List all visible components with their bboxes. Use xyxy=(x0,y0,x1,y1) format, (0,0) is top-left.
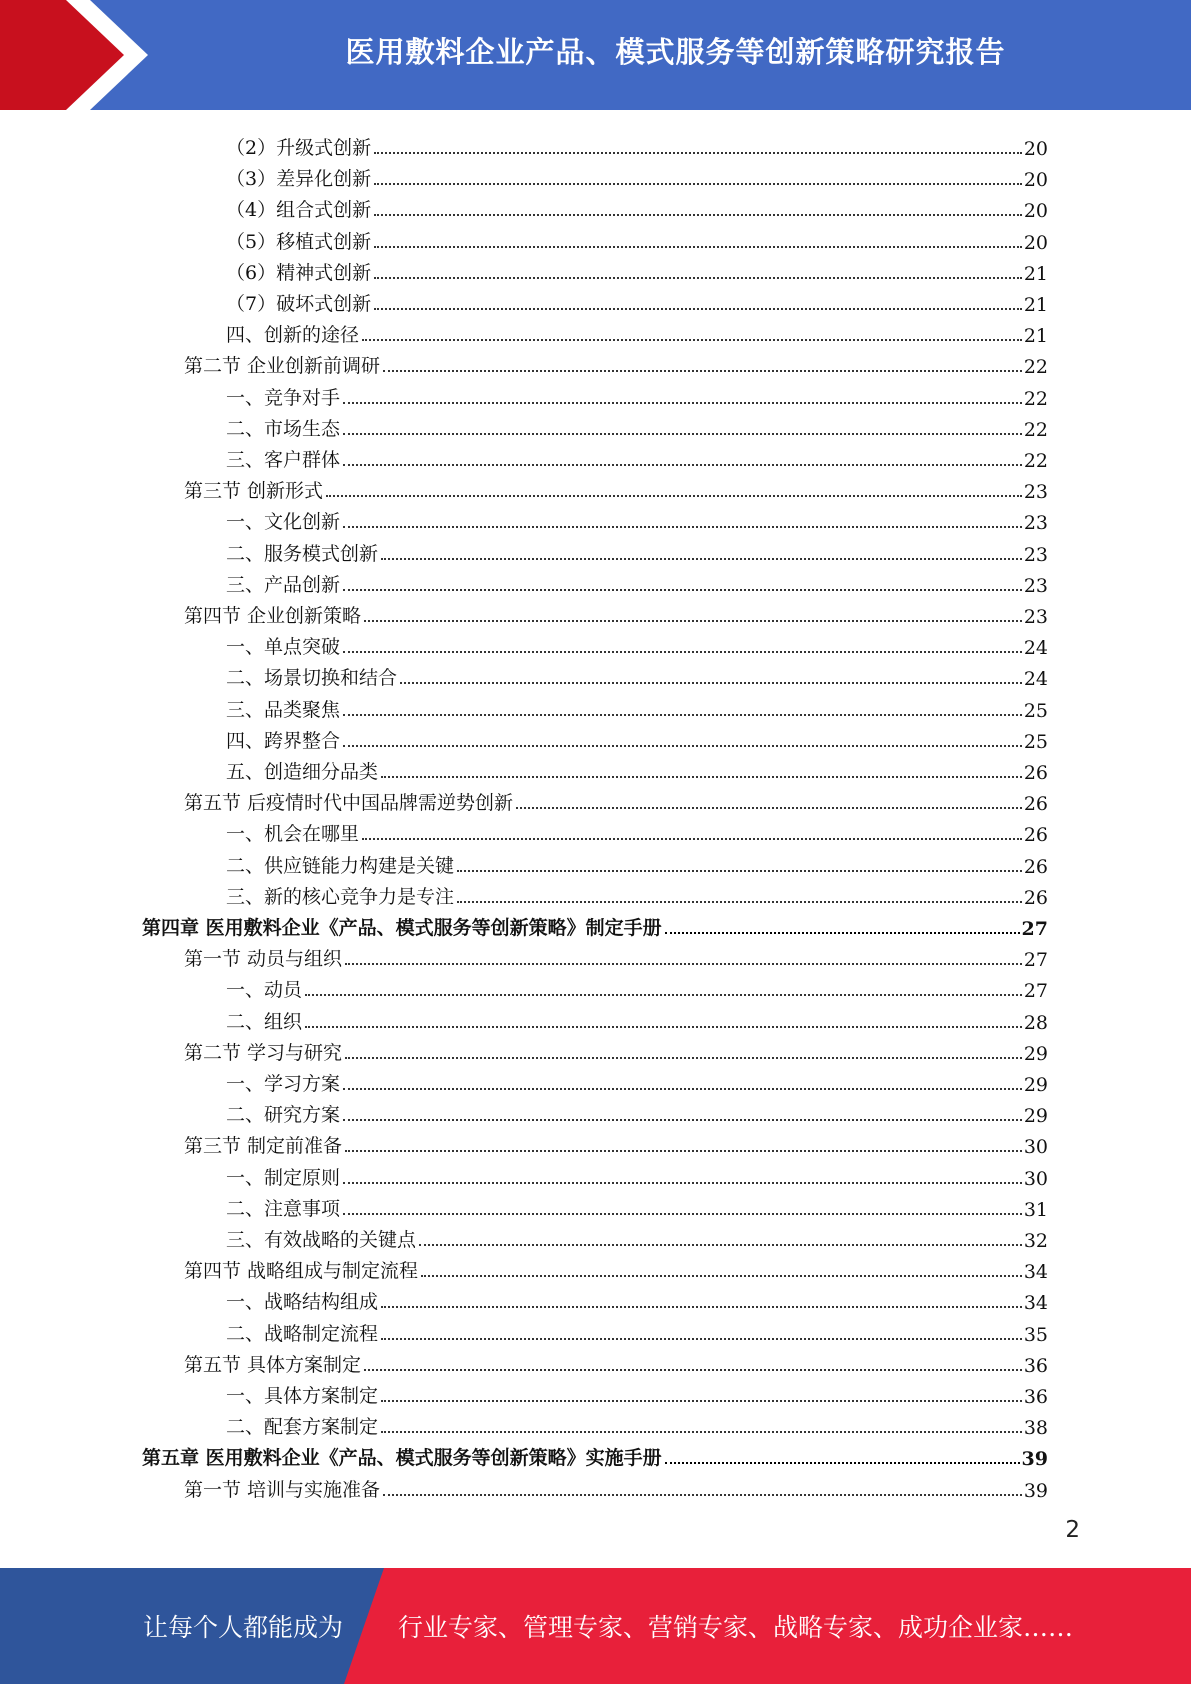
toc-dot-leader xyxy=(381,1400,1022,1402)
toc-entry-label: 一、机会在哪里 xyxy=(226,823,360,846)
toc-entry-label: 一、竞争对手 xyxy=(226,386,341,409)
toc-entry-page: 29 xyxy=(1023,1042,1048,1065)
toc-entry[interactable] xyxy=(226,379,1048,410)
toc-entry-page: 20 xyxy=(1023,138,1048,160)
toc-entry[interactable] xyxy=(226,1159,1048,1190)
toc-entry-label: （7）破坏式创新 xyxy=(226,293,372,315)
toc-dot-leader xyxy=(364,1369,1022,1371)
toc-entry-page: 26 xyxy=(1023,886,1048,909)
toc-entry-label: 一、单点突破 xyxy=(226,636,341,659)
toc-entry[interactable] xyxy=(184,1127,1048,1158)
toc-dot-leader xyxy=(343,745,1022,747)
toc-entry[interactable] xyxy=(226,1221,1048,1252)
toc-entry-label: 五、创造细分品类 xyxy=(226,761,379,783)
toc-entry-label: 第一节 动员与组织 xyxy=(184,948,343,971)
toc-entry-page: 28 xyxy=(1023,1011,1048,1034)
toc-entry[interactable] xyxy=(226,691,1048,722)
toc-entry-label: 四、跨界整合 xyxy=(226,729,341,752)
toc-entry-label: 第四节 企业创新策略 xyxy=(184,605,362,627)
toc-entry-page: 26 xyxy=(1023,824,1048,847)
toc-entry-label: 一、学习方案 xyxy=(226,1073,341,1095)
toc-entry[interactable] xyxy=(226,971,1048,1002)
toc-entry-label: 三、有效战略的关键点 xyxy=(226,1229,417,1251)
toc-entry-page: 21 xyxy=(1023,325,1048,348)
toc-dot-leader xyxy=(457,901,1022,903)
toc-dot-leader xyxy=(381,558,1022,560)
toc-entry-page: 22 xyxy=(1023,387,1048,410)
toc-entry[interactable] xyxy=(184,347,1048,378)
toc-dot-leader xyxy=(457,870,1022,872)
toc-entry-page: 23 xyxy=(1023,574,1048,597)
toc-entry[interactable] xyxy=(226,223,1048,254)
toc-dot-leader xyxy=(400,682,1022,684)
toc-dot-leader xyxy=(364,620,1022,622)
toc-dot-leader xyxy=(374,152,1022,154)
toc-dot-leader xyxy=(362,339,1022,341)
toc-entry-label: （5）移植式创新 xyxy=(226,230,372,253)
toc-entry-page: 25 xyxy=(1023,699,1048,722)
toc-entry[interactable] xyxy=(226,441,1048,472)
toc-entry-label: （2）升级式创新 xyxy=(226,137,372,159)
toc-dot-leader xyxy=(374,214,1022,216)
toc-entry-page: 27 xyxy=(1021,918,1048,940)
toc-entry-label: 四、创新的途径 xyxy=(226,324,360,347)
toc-entry-page: 26 xyxy=(1023,793,1048,816)
toc-entry[interactable] xyxy=(184,1471,1048,1502)
toc-entry-label: 二、配套方案制定 xyxy=(226,1416,379,1439)
toc-entry-page: 39 xyxy=(1023,1479,1048,1502)
toc-dot-leader xyxy=(381,1338,1022,1340)
toc-entry[interactable] xyxy=(184,940,1048,971)
toc-dot-leader xyxy=(665,932,1020,934)
toc-entry-label: 第五章 医用敷料企业《产品、模式服务等创新策略》实施手册 xyxy=(142,1447,662,1470)
toc-entry-page: 21 xyxy=(1023,294,1048,316)
toc-dot-leader xyxy=(419,1244,1022,1246)
toc-entry-label: 二、组织 xyxy=(226,1010,303,1033)
toc-entry-page: 29 xyxy=(1023,1074,1048,1096)
toc-dot-leader xyxy=(343,714,1022,716)
toc-dot-leader xyxy=(343,464,1022,466)
toc-dot-leader xyxy=(516,807,1022,809)
toc-entry-page: 38 xyxy=(1023,1417,1048,1440)
page-number: 2 xyxy=(1065,1517,1080,1543)
toc-dot-leader xyxy=(343,1182,1022,1184)
toc-entry[interactable] xyxy=(226,160,1048,191)
toc-entry-label: 第三节 制定前准备 xyxy=(184,1135,343,1158)
toc-entry-label: 二、供应链能力构建是关键 xyxy=(226,854,455,877)
toc-entry[interactable] xyxy=(184,472,1048,503)
toc-entry[interactable] xyxy=(142,909,1048,940)
toc-entry-label: 二、服务模式创新 xyxy=(226,542,379,565)
report-title: 医用敷料企业产品、模式服务等创新策略研究报告 xyxy=(345,34,1006,69)
toc-dot-leader xyxy=(374,246,1022,248)
toc-entry[interactable] xyxy=(226,847,1048,878)
toc-dot-leader xyxy=(374,183,1022,185)
toc-dot-leader xyxy=(381,776,1022,778)
toc-dot-leader xyxy=(362,838,1022,840)
footer-slogan-right: 行业专家、管理专家、营销专家、战略专家、成功企业家…… xyxy=(398,1613,1074,1642)
toc-entry-label: 二、研究方案 xyxy=(226,1104,341,1127)
toc-entry-page: 20 xyxy=(1023,200,1048,223)
toc-entry[interactable] xyxy=(226,628,1048,659)
toc-entry[interactable] xyxy=(142,1439,1048,1470)
toc-entry-label: 第二节 企业创新前调研 xyxy=(184,355,381,378)
toc-entry-label: （6）精神式创新 xyxy=(226,261,372,284)
toc-entry[interactable] xyxy=(226,815,1048,846)
toc-entry-page: 30 xyxy=(1023,1136,1048,1159)
toc-entry-label: 第四节 战略组成与制定流程 xyxy=(184,1260,419,1283)
toc-entry[interactable] xyxy=(226,254,1048,285)
toc-entry[interactable] xyxy=(184,597,1048,628)
toc-dot-leader xyxy=(381,1431,1022,1433)
toc-dot-leader xyxy=(374,277,1022,279)
toc-entry-page: 36 xyxy=(1023,1386,1048,1408)
toc-entry-page: 22 xyxy=(1023,356,1048,379)
toc-entry[interactable] xyxy=(226,659,1048,690)
toc-dot-leader xyxy=(343,1213,1022,1215)
toc-entry[interactable] xyxy=(226,535,1048,566)
toc-entry-page: 22 xyxy=(1023,418,1048,441)
toc-dot-leader xyxy=(345,963,1022,965)
toc-entry-label: 一、制定原则 xyxy=(226,1166,341,1189)
toc-dot-leader xyxy=(326,495,1022,497)
toc-entry-label: 第五节 后疫情时代中国品牌需逆势创新 xyxy=(184,792,514,815)
toc-entry[interactable] xyxy=(184,1252,1048,1283)
toc-entry[interactable] xyxy=(226,722,1048,753)
toc-entry[interactable] xyxy=(226,1315,1048,1346)
page-header xyxy=(0,0,1191,110)
toc-entry-label: 一、战略结构组成 xyxy=(226,1291,379,1314)
toc-dot-leader xyxy=(305,1026,1022,1028)
toc-entry-page: 39 xyxy=(1021,1448,1048,1471)
toc-dot-leader xyxy=(345,1057,1022,1059)
toc-entry-page: 25 xyxy=(1023,730,1048,753)
toc-entry-page: 27 xyxy=(1023,980,1048,1003)
toc-entry-page: 23 xyxy=(1023,512,1048,535)
toc-dot-leader xyxy=(343,433,1022,435)
toc-entry[interactable] xyxy=(226,1065,1048,1096)
toc-entry-label: 一、文化创新 xyxy=(226,511,341,534)
toc-entry[interactable] xyxy=(226,191,1048,222)
toc-entry[interactable] xyxy=(226,1283,1048,1314)
toc-entry[interactable] xyxy=(226,285,1048,316)
toc-dot-leader xyxy=(665,1462,1020,1464)
toc-entry-label: 第五节 具体方案制定 xyxy=(184,1353,362,1376)
toc-dot-leader xyxy=(343,1088,1022,1090)
chevron-arrow-icon xyxy=(0,0,160,110)
toc-entry-page: 34 xyxy=(1023,1292,1048,1315)
toc-dot-leader xyxy=(343,402,1022,404)
toc-entry-page: 21 xyxy=(1023,262,1048,285)
toc-entry-page: 24 xyxy=(1023,637,1048,660)
toc-entry-page: 31 xyxy=(1023,1198,1048,1221)
toc-entry[interactable] xyxy=(184,1034,1048,1065)
toc-entry-page: 22 xyxy=(1023,450,1048,472)
toc-entry-label: 二、注意事项 xyxy=(226,1197,341,1220)
toc-entry[interactable] xyxy=(226,753,1048,784)
toc-entry-label: 二、场景切换和结合 xyxy=(226,667,398,690)
toc-dot-leader xyxy=(343,1119,1022,1121)
toc-entry[interactable] xyxy=(226,1408,1048,1439)
toc-dot-leader xyxy=(345,1150,1022,1152)
toc-entry[interactable] xyxy=(226,1003,1048,1034)
toc-dot-leader xyxy=(381,1306,1022,1308)
toc-entry[interactable] xyxy=(226,410,1048,441)
toc-entry-page: 32 xyxy=(1023,1230,1048,1252)
toc-entry-label: 三、品类聚焦 xyxy=(226,698,341,721)
toc-entry-label: 第二节 学习与研究 xyxy=(184,1041,343,1064)
toc-entry-page: 36 xyxy=(1023,1354,1048,1377)
toc-dot-leader xyxy=(343,526,1022,528)
toc-entry-page: 35 xyxy=(1023,1323,1048,1346)
toc-entry-label: （3）差异化创新 xyxy=(226,168,372,191)
toc-entry-label: 一、动员 xyxy=(226,979,303,1002)
toc-entry[interactable] xyxy=(184,784,1048,815)
toc-entry[interactable] xyxy=(226,503,1048,534)
toc-entry-label: 第四章 医用敷料企业《产品、模式服务等创新策略》制定手册 xyxy=(142,917,662,939)
toc-dot-leader xyxy=(383,370,1022,372)
toc-entry-page: 23 xyxy=(1023,543,1048,566)
toc-entry-page: 23 xyxy=(1023,481,1048,504)
toc-entry-page: 34 xyxy=(1023,1261,1048,1284)
toc-entry[interactable] xyxy=(226,129,1048,160)
toc-dot-leader xyxy=(343,651,1022,653)
toc-entry[interactable] xyxy=(226,316,1048,347)
toc-entry-page: 20 xyxy=(1023,169,1048,192)
page-footer xyxy=(0,1568,1191,1684)
toc-entry-page: 27 xyxy=(1023,949,1048,972)
toc-entry-page: 26 xyxy=(1023,855,1048,878)
toc-entry-label: 第一节 培训与实施准备 xyxy=(184,1478,381,1501)
toc-entry-page: 24 xyxy=(1023,668,1048,691)
toc-entry-page: 29 xyxy=(1023,1105,1048,1128)
toc-dot-leader xyxy=(343,589,1022,591)
toc-dot-leader xyxy=(421,1275,1022,1277)
toc-dot-leader xyxy=(383,1494,1022,1496)
toc-entry-page: 20 xyxy=(1023,231,1048,254)
toc-entry-label: （4）组合式创新 xyxy=(226,199,372,222)
toc-entry[interactable] xyxy=(226,1377,1048,1408)
toc-entry-label: 第三节 创新形式 xyxy=(184,480,324,503)
toc-entry[interactable] xyxy=(226,878,1048,909)
toc-entry[interactable] xyxy=(226,566,1048,597)
toc-entry-page: 23 xyxy=(1023,606,1048,628)
toc-dot-leader xyxy=(374,308,1022,310)
toc-entry-label: 一、具体方案制定 xyxy=(226,1385,379,1407)
toc-entry-label: 三、产品创新 xyxy=(226,573,341,596)
toc-entry-label: 三、新的核心竞争力是专注 xyxy=(226,885,455,908)
toc-entry[interactable] xyxy=(226,1096,1048,1127)
toc-entry[interactable] xyxy=(226,1190,1048,1221)
toc-entry-label: 二、市场生态 xyxy=(226,417,341,440)
footer-slogan-left: 让每个人都能成为 xyxy=(143,1613,344,1642)
toc-entry-page: 26 xyxy=(1023,762,1048,784)
toc-entry-page: 30 xyxy=(1023,1167,1048,1190)
toc-dot-leader xyxy=(305,994,1022,996)
toc-entry-label: 二、战略制定流程 xyxy=(226,1322,379,1345)
toc-entry-label: 三、客户群体 xyxy=(226,449,341,471)
toc-entry[interactable] xyxy=(184,1346,1048,1377)
